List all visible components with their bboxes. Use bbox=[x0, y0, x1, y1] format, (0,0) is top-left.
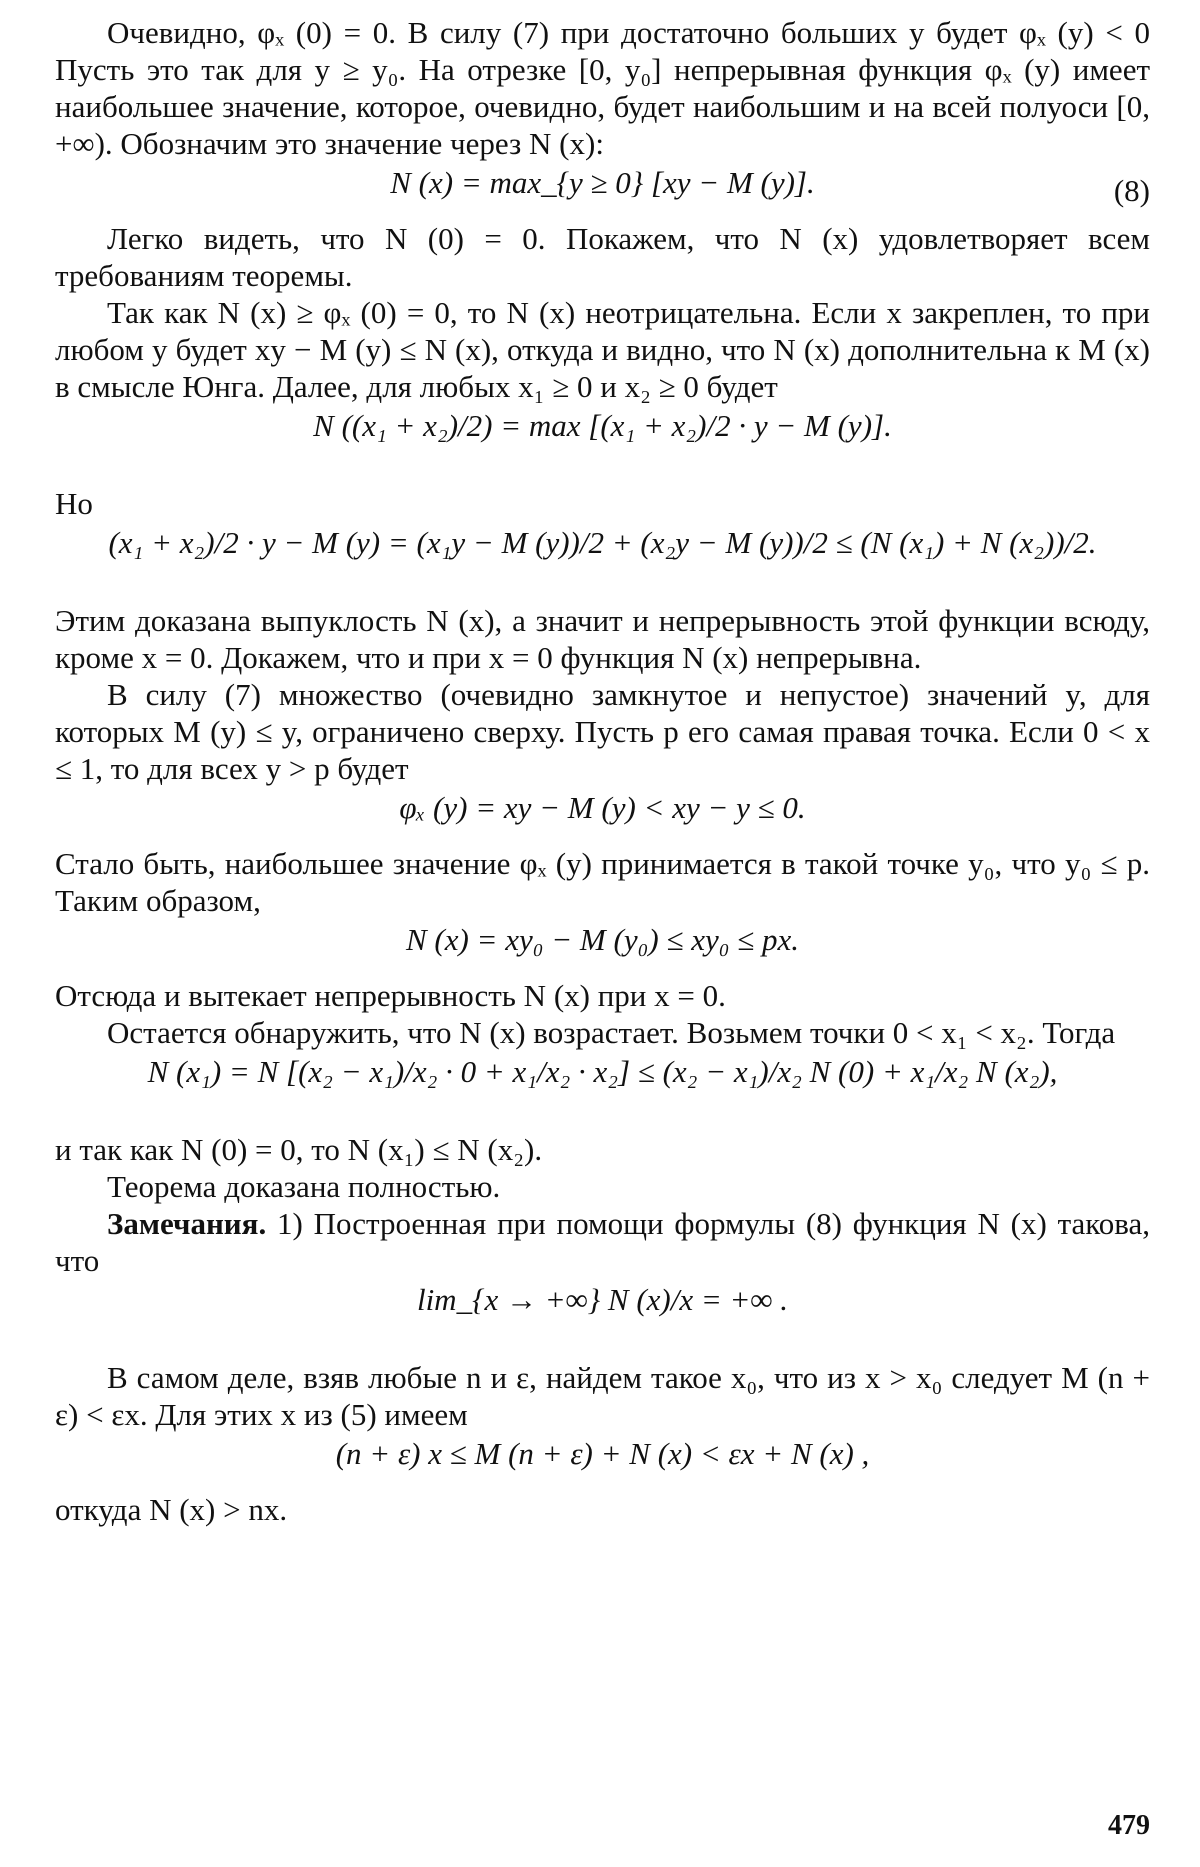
equation-text: lim_{x → +∞} N (x)/x = +∞ . bbox=[416, 1282, 789, 1317]
remarks-text: 1) Построенная при помощи формулы (8) функция N (x) такова, что bbox=[55, 1206, 1150, 1278]
equation bbox=[55, 1435, 1150, 1489]
paragraph: Отсюда и вытекает непрерывность N (x) при x = 0. bbox=[55, 978, 726, 1013]
paragraph: Остается обнаружить, что N (x) возрастает. Возьмем точки 0 < x₁ < x₂. Тогда bbox=[107, 1015, 1116, 1050]
equation-text: (x₁ + x₂)/2 · y − M (y) = (x₁y − M (y))/2 + (x₂y − M (y))/2 ≤ (N (x₁) + N (x₂))/2. bbox=[108, 525, 1097, 560]
equation-8 bbox=[55, 164, 1150, 218]
paragraph: Очевидно, φₓ (0) = 0. В силу (7) при достаточно больших y будет φₓ (y) < 0 Пусть это так для y ≥ y₀. На отрезке [0, y₀] непрерывная функция φₓ (y) имеет наибольшее значение, которое, очевидно, будет наибольшим и на всей полуоси [0, +∞). Обозначим это значение через N (x): bbox=[55, 15, 1150, 161]
equation-text: (n + ε) x ≤ M (n + ε) + N (x) < εx + N (x) , bbox=[335, 1436, 870, 1471]
paragraph: Но bbox=[55, 486, 93, 521]
equation bbox=[55, 524, 1150, 600]
equation bbox=[55, 1053, 1150, 1129]
page-body bbox=[55, 14, 1150, 1528]
paragraph: Легко видеть, что N (0) = 0. Покажем, что N (x) удовлетворяет всем требованиям теоремы. bbox=[55, 221, 1150, 293]
equation-text: φₓ (y) = xy − M (y) < xy − y ≤ 0. bbox=[399, 790, 806, 825]
paragraph: Этим доказана выпуклость N (x), а значит и непрерывность этой функции всюду, кроме x = 0. Докажем, что и при x = 0 функция N (x) непрерывна. bbox=[55, 603, 1150, 675]
paragraph: Теорема доказана полностью. bbox=[107, 1169, 501, 1204]
equation-text: N (x) = xy₀ − M (y₀) ≤ xy₀ ≤ px. bbox=[405, 922, 800, 957]
paragraph: откуда N (x) > nx. bbox=[55, 1492, 288, 1527]
remarks-paragraph bbox=[55, 1205, 1150, 1279]
equation-text: N (x) = max_{y ≥ 0} [xy − M (y)]. bbox=[390, 165, 815, 200]
equation-text: N ((x₁ + x₂)/2) = max [(x₁ + x₂)/2 · y − M (y)]. bbox=[313, 408, 892, 443]
equation bbox=[55, 407, 1150, 483]
remarks-heading: Замечания. bbox=[107, 1206, 267, 1241]
paragraph: В самом деле, взяв любые n и ε, найдем такое x₀, что из x > x₀ следует M (n + ε) < εx. Для этих x из (5) имеем bbox=[55, 1360, 1150, 1432]
paragraph: Так как N (x) ≥ φₓ (0) = 0, то N (x) неотрицательна. Если x закреплен, то при любом y будет xy − M (y) ≤ N (x), откуда и видно, что N (x) дополнительна к M (x) в смысле Юнга. Далее, для любых x₁ ≥ 0 и x₂ ≥ 0 будет bbox=[55, 295, 1150, 404]
equation-number: (8) bbox=[1113, 173, 1150, 208]
equation bbox=[55, 789, 1150, 843]
equation bbox=[55, 921, 1150, 975]
paragraph: Стало быть, наибольшее значение φₓ (y) принимается в такой точке y₀, что y₀ ≤ p. Таким образом, bbox=[55, 846, 1150, 918]
paragraph: и так как N (0) = 0, то N (x₁) ≤ N (x₂). bbox=[55, 1132, 543, 1167]
page-number: 479 bbox=[1108, 1810, 1150, 1841]
paragraph: В силу (7) множество (очевидно замкнутое и непустое) значений y, для которых M (y) ≤ y, ограничено сверху. Пусть p его самая правая точка. Если 0 < x ≤ 1, то для всех y > p будет bbox=[55, 677, 1150, 786]
equation-text: N (x₁) = N [(x₂ − x₁)/x₂ · 0 + x₁/x₂ · x₂] ≤ (x₂ − x₁)/x₂ N (0) + x₁/x₂ N (x₂), bbox=[147, 1054, 1058, 1089]
equation bbox=[55, 1281, 1150, 1357]
